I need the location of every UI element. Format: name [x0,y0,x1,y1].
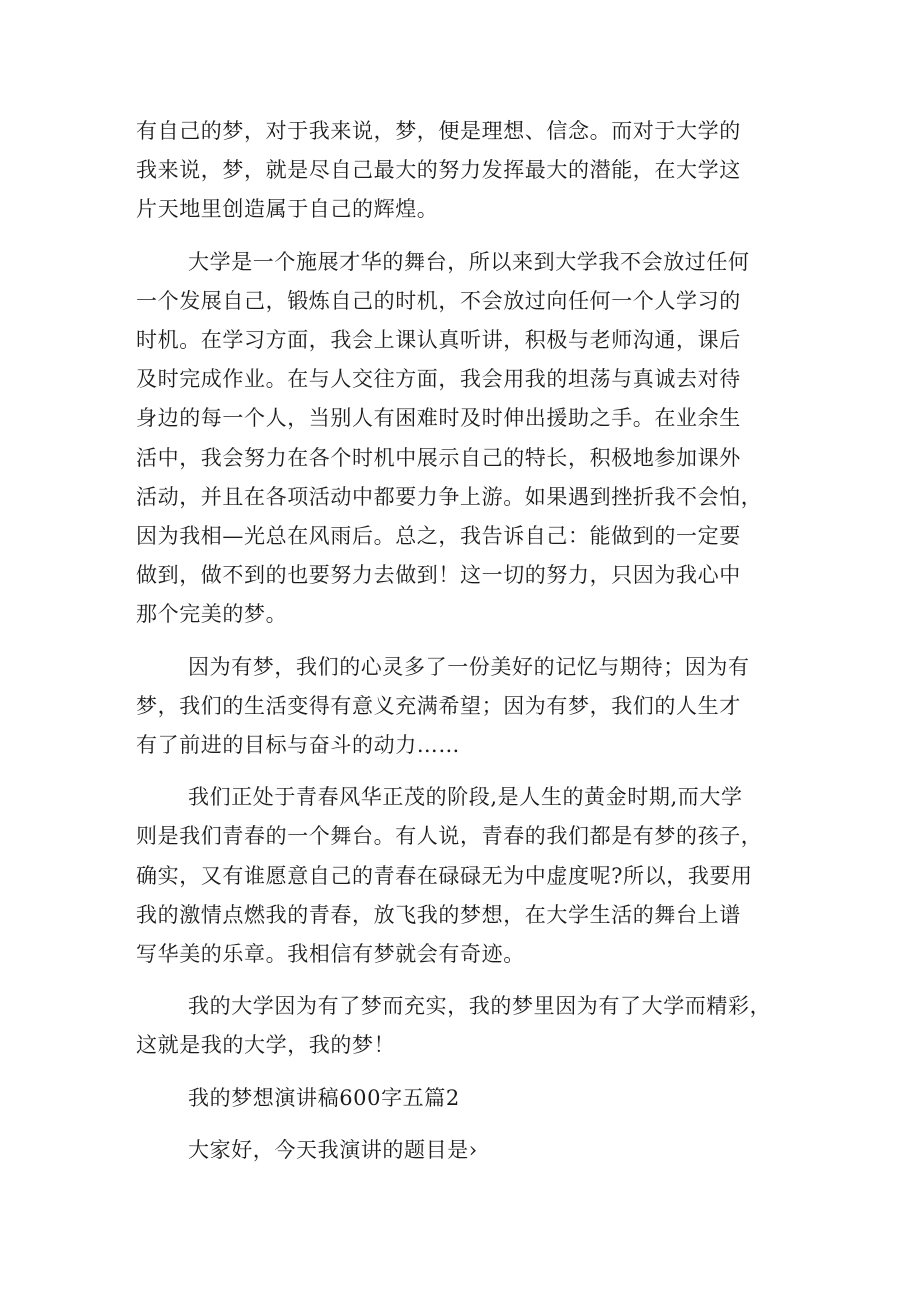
text-line: 写华美的乐章。我相信有梦就会有奇迹。 [136,942,525,967]
text-line: 那个完美的梦。 [136,602,288,627]
text-line: 我来说，梦，就是尽自己最大的努力发挥最大的潜能，在大学这 [136,158,741,183]
text-line: 因为我相—光总在风雨后。总之，我告诉自己：能做到的一定要 [136,524,741,549]
text-line: 做到，做不到的也要努力去做到！这一切的努力，只因为我心中 [136,563,741,588]
paragraph-4 [136,778,796,974]
text-line: 因为有梦，我们的心灵多了一份美好的记忆与期待；因为有 [188,654,750,679]
paragraph-1 [136,112,796,230]
text-line: 活动，并且在各项活动中都要力争上游。如果遇到挫折我不会怕， [136,484,763,509]
paragraph-3 [136,648,796,766]
text-line: 时机。在学习方面，我会上课认真听讲，积极与老师沟通，课后 [136,328,741,353]
text-line: 身边的每一个人，当别人有困难时及时伸出援助之手。在业余生 [136,406,741,431]
text-line: 确实，又有谁愿意自己的青春在碌碌无为中虚度呢?所以，我要用 [136,863,753,888]
opening-line: 大家好，今天我演讲的题目是› [188,1137,478,1162]
document-body [136,112,796,1183]
text-line: 及时完成作业。在与人交往方面，我会用我的坦荡与真诚去对待 [136,367,741,392]
text-line: 梦，我们的生活变得有意义充满希望；因为有梦，我们的人生才 [136,693,741,718]
text-line: 片天地里创造属于自己的辉煌。 [136,197,439,222]
text-line: 大学是一个施展才华的舞台，所以来到大学我不会放过任何 [188,249,750,274]
text-line: 我们正处于青春风华正茂的阶段,是人生的黄金时期,而大学 [188,785,743,810]
text-line: 有自己的梦，对于我来说，梦，便是理想、信念。而对于大学的 [136,119,741,143]
paragraph-5 [136,987,796,1065]
text-line: 这就是我的大学，我的梦！ [136,1033,396,1058]
text-line: 我的激情点燃我的青春，放飞我的梦想，在大学生活的舞台上谱 [136,902,741,927]
text-line: 一个发展自己，锻炼自己的时机，不会放过向任何一个人学习的 [136,288,741,313]
paragraph-2 [136,243,796,635]
section-title: 我的梦想演讲稿600字五篇2 [188,1085,460,1110]
text-line: 活中，我会努力在各个时机中展示自己的特长，积极地参加课外 [136,445,741,470]
text-line: 则是我们青春的一个舞台。有人说，青春的我们都是有梦的孩子， [136,824,763,849]
text-line: 我的大学因为有了梦而充实，我的梦里因为有了大学而精彩， [188,994,772,1019]
text-line: 有了前进的目标与奋斗的动力…… [136,733,460,758]
